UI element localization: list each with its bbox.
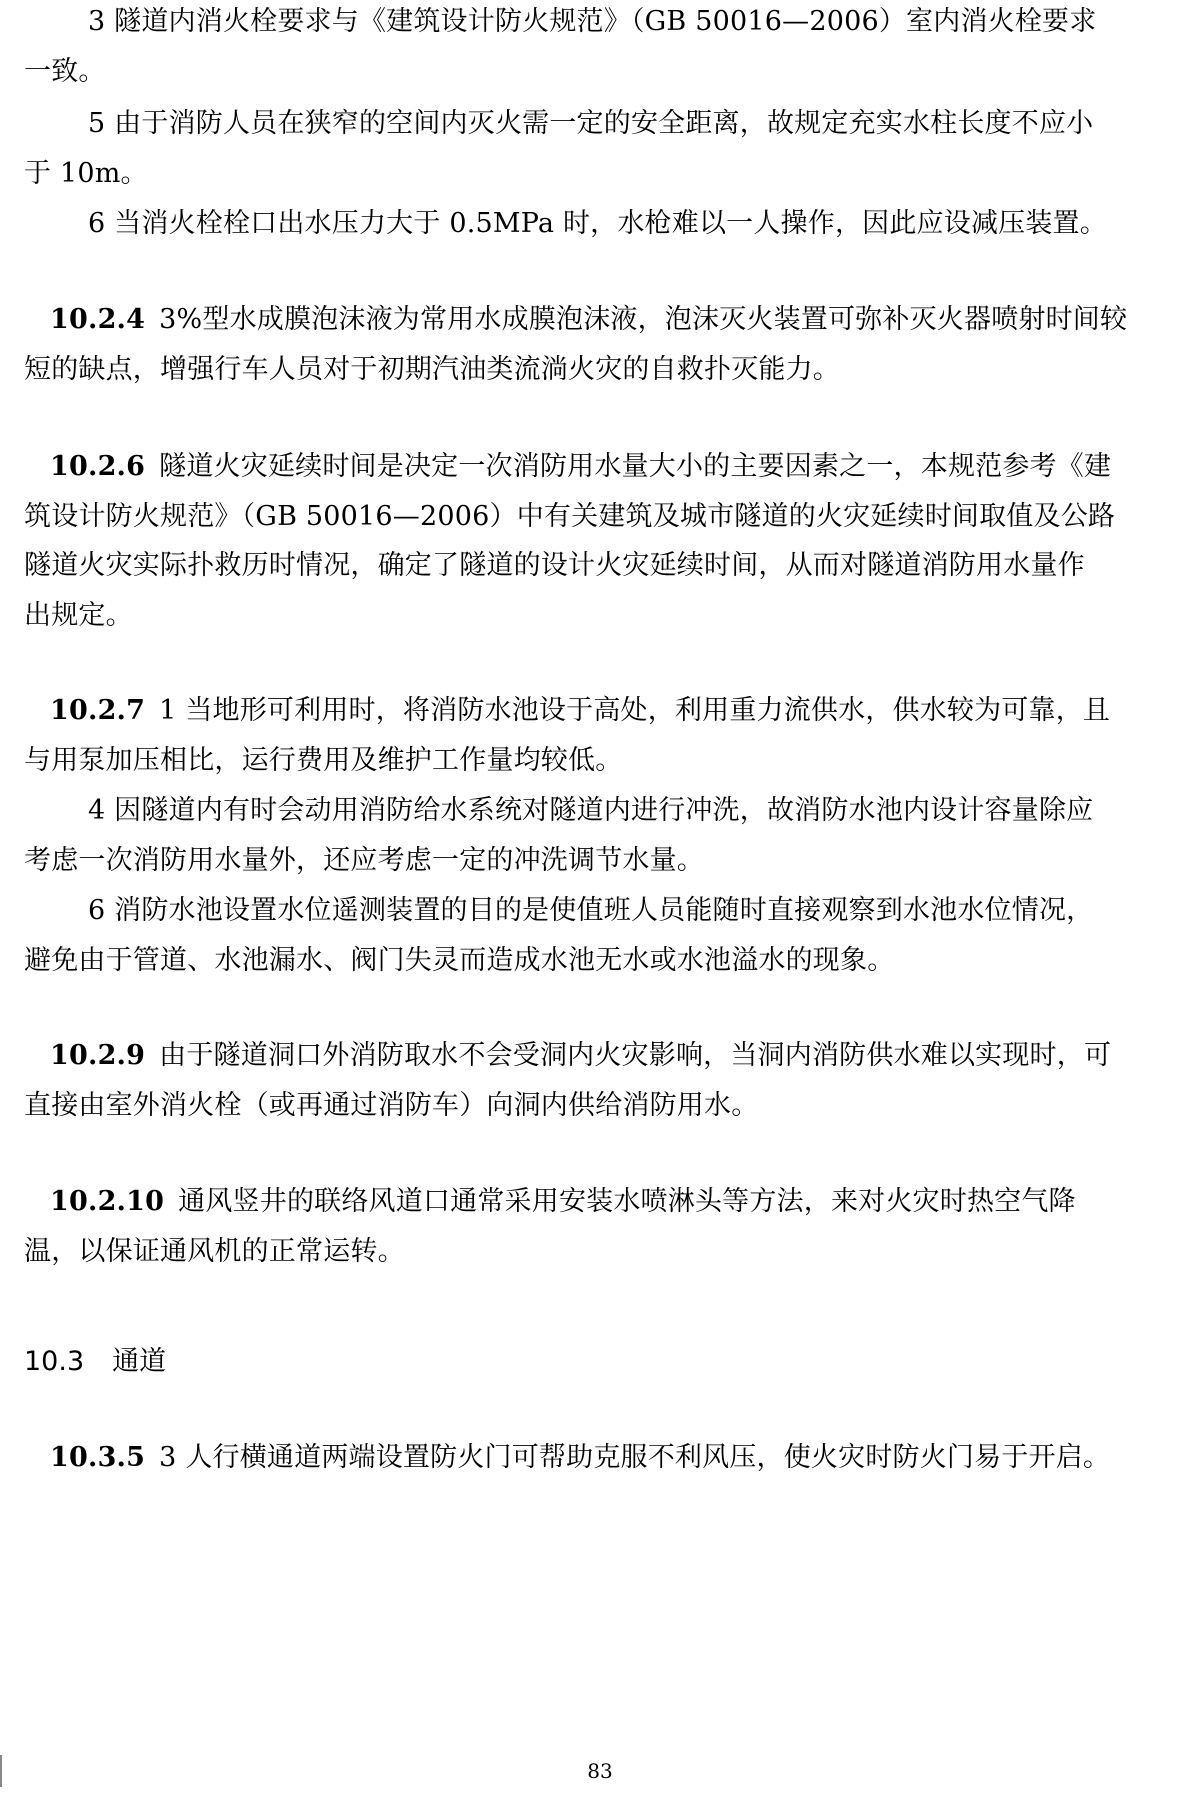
paragraph-line: 由于隧道洞口外消防取水不会受洞内火灾影响，当洞内消防供水难以实现时，可 bbox=[159, 1040, 1112, 1071]
paragraph-line: 隧道火灾延续时间是决定一次消防用水量大小的主要因素之一，本规范参考《建 bbox=[159, 451, 1112, 482]
section-number: 10.3 bbox=[24, 1346, 85, 1377]
clause-10-2-9 bbox=[50, 1036, 1111, 1076]
paragraph-line: 筑设计防火规范》（GB 50016—2006）中有关建筑及城市隧道的火灾延续时间取值及公路 bbox=[24, 501, 1116, 532]
paragraph-line: 考虑一次消防用水量外，还应考虑一定的冲洗调节水量。 bbox=[24, 845, 704, 876]
paragraph-line: 4 因隧道内有时会动用消防给水系统对隧道内进行冲洗，故消防水池内设计容量除应 bbox=[88, 795, 1094, 826]
paragraph-line: 隧道火灾实际扑救历时情况，确定了隧道的设计火灾延续时间，从而对隧道消防用水量作 bbox=[24, 550, 1085, 581]
paragraph-line: 通风竖井的联络风道口通常采用安装水喷淋头等方法，来对火灾时热空气降 bbox=[178, 1186, 1076, 1217]
paragraph-line: 于 10m。 bbox=[24, 158, 148, 189]
paragraph-line: 3%型水成膜泡沫液为常用水成膜泡沫液，泡沫灭火装置可弥补灭火器喷射时间较 bbox=[159, 304, 1128, 335]
page-number: 83 bbox=[587, 1759, 613, 1783]
section-title: 通道 bbox=[112, 1346, 167, 1377]
clause-10-2-4 bbox=[50, 300, 1127, 340]
section-heading bbox=[24, 1342, 166, 1382]
paragraph-line: 6 消防水池设置水位遥测装置的目的是使值班人员能随时直接观察到水池水位情况， bbox=[88, 895, 1094, 926]
paragraph-line: 直接由室外消火栓（或再通过消防车）向洞内供给消防用水。 bbox=[24, 1090, 759, 1121]
paragraph-line: 避免由于管道、水池漏水、阀门失灵而造成水池无水或水池溢水的现象。 bbox=[24, 945, 895, 976]
paragraph-line: 一致。 bbox=[24, 56, 106, 87]
paragraph-line: 3 人行横通道两端设置防火门可帮助克服不利风压，使火灾时防火门易于开启。 bbox=[159, 1442, 1111, 1473]
clause-number: 10.3.5 bbox=[50, 1442, 146, 1473]
clause-10-3-5 bbox=[50, 1438, 1110, 1478]
paragraph-line: 与用泵加压相比，运行费用及维护工作量均较低。 bbox=[24, 745, 623, 776]
paragraph-line: 短的缺点，增强行车人员对于初期汽油类流淌火灾的自救扑灭能力。 bbox=[24, 354, 840, 385]
paragraph-line: 1 当地形可利用时，将消防水池设于高处，利用重力流供水，供水较为可靠，且 bbox=[159, 695, 1111, 726]
clause-number: 10.2.10 bbox=[50, 1186, 165, 1217]
clause-number: 10.2.7 bbox=[50, 695, 146, 726]
paragraph-line: 6 当消火栓栓口出水压力大于 0.5MPa 时，水枪难以一人操作，因此应设减压装置。 bbox=[88, 208, 1107, 239]
clause-10-2-6 bbox=[50, 447, 1111, 487]
paragraph-line: 5 由于消防人员在狭窄的空间内灭火需一定的安全距离，故规定充实水柱长度不应小 bbox=[88, 108, 1094, 139]
paragraph-line: 出规定。 bbox=[24, 600, 133, 631]
paragraph-line: 3 隧道内消火栓要求与《建筑设计防火规范》（GB 50016—2006）室内消火栓要求 bbox=[88, 6, 1097, 37]
paragraph-line: 温，以保证通风机的正常运转。 bbox=[24, 1236, 405, 1267]
clause-number: 10.2.6 bbox=[50, 451, 146, 482]
clause-number: 10.2.9 bbox=[50, 1040, 146, 1071]
clause-10-2-10 bbox=[50, 1182, 1076, 1222]
clause-10-2-7 bbox=[50, 691, 1110, 731]
clause-number: 10.2.4 bbox=[50, 304, 146, 335]
